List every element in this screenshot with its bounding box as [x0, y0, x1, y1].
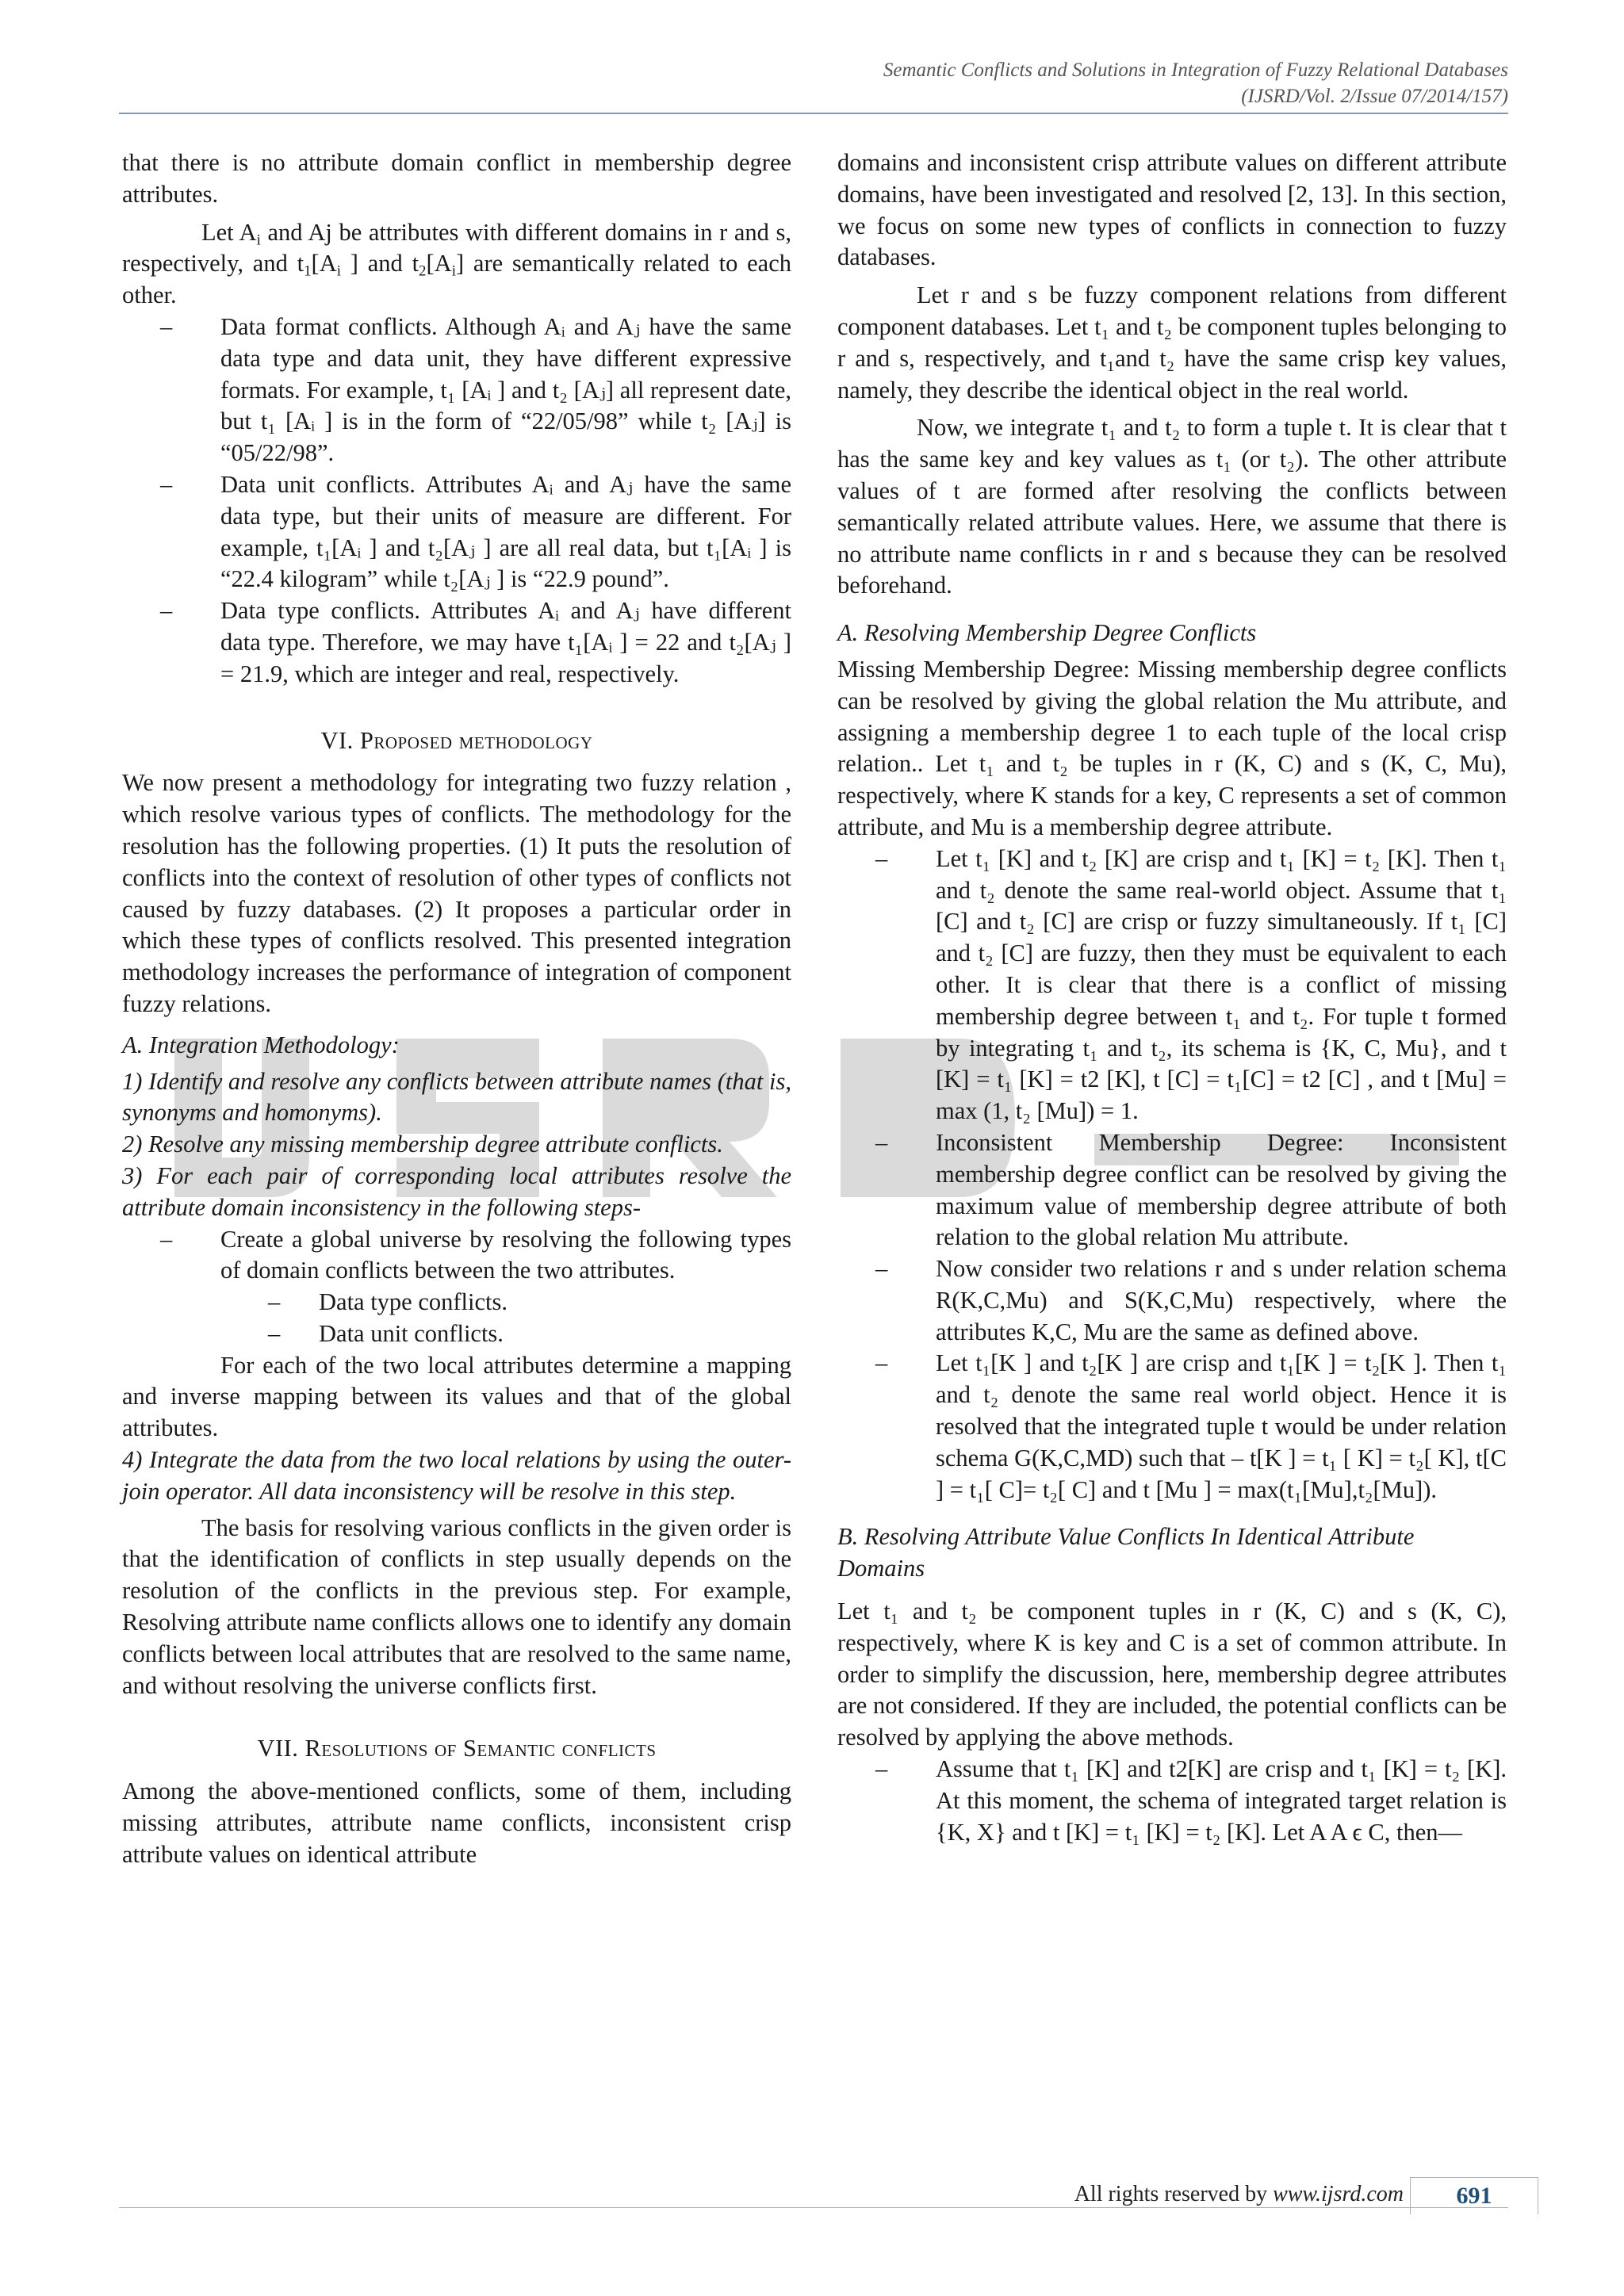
list-item: – Data type conflicts. [122, 1287, 791, 1318]
paragraph: We now present a methodology for integrating two fuzzy relation , which resolve various types of conflicts. The methodology for the resolution has the following properties. (1) It puts the resolution of conflicts into the context of resolution of other types of conflicts not caused by fuzzy databases. (2) It proposes a particular order in which these types of conflicts resolved. This presented integration methodology increases the performance of integration of component fuzzy relations. [122, 769, 791, 1017]
step-item: 1) Identify and resolve any conflicts between attribute names (that is, synonyms and homonyms). [122, 1067, 791, 1127]
list-item: – Let t₁[K ] and t₂[K ] are crisp and t₁[K ] = t₂[K ]. Then t₁ and t₂ denote the same real world object. Hence it is resolved that the integrated tuple t would be under relation schema G(K,C,MD) such that – t[K ] = t₁ [ K] = t₂[ K], t[C ] = t₁[ C]= t₂[ C] and t [Mu ] = max(t₁[Mu],t₂[Mu]). [875, 1349, 1507, 1503]
list-item: – Let t₁ [K] and t₂ [K] are crisp and t₁ [K] = t₂ [K]. Then t₁ and t₂ denote the same real-world object. Assume that t₁ [C] and t₂ [C] are crisp or fuzzy simultaneously. If t₁ [C] and t₂ [C] are fuzzy, then they must be equivalent to each other. It is clear that there is a conflict of missing membership degree between t₁ and t₂. For tuple t formed by integrating t₁ and t₂, its schema is {K, C, Mu}, and t [K] = t₁ [K] = t2 [K], t [C] = t₁[C] = t2 [C] , and t [Mu] = max (1, t₂ [Mu]) = 1. [875, 844, 1507, 1125]
dash-bullet-icon: – [160, 470, 173, 498]
paragraph: The basis for resolving various conflicts in the given order is that the identification of conflicts in step usually depends on the resolution of the conflicts in the previous step. For example, Resolving attribute name conflicts allows one to identify any domain conflicts between local attributes that are resolved to the same name, and without resolving the universe conflicts first. [122, 1513, 791, 1699]
footer-rule [119, 2207, 1508, 2208]
list-item: – Inconsistent Membership Degree: Inconsistent membership degree conflict can be resolved by giving the maximum value of membership degree attribute of both relation to the global relation Mu attribute. [875, 1128, 1507, 1251]
paragraph: Let t₁ and t₂ be component tuples in r (K, C) and s (K, C), respectively, where K is key and C is a set of common attribute. In order to simplify the discussion, here, membership degree attributes are not considered. If they are included, the potential conflicts can be resolved by applying the above methods. [837, 1598, 1507, 1751]
dash-bullet-icon: – [875, 1349, 888, 1377]
dash-bullet-icon: – [875, 1255, 888, 1283]
list-item: – Data format conflicts. Although Aᵢ and Aⱼ have the same data type and data unit, they have different expressive formats. For example, t₁ [Aᵢ ] and t₂ [Aⱼ] all represent date, but t₁ [Aᵢ ] is in the form of “22/05/98” while t₂ [Aⱼ] is “05/22/98”. [160, 312, 791, 467]
list-item: – Data unit conflicts. [122, 1318, 791, 1350]
step-item: 2) Resolve any missing membership degree attribute conflicts. [122, 1131, 723, 1158]
paragraph: Missing Membership Degree: Missing membership degree conflicts can be resolved by giving the global relation the Mu attribute, and assigning a membership degree 1 to each tuple of the local crisp relation.. Let t₁ and t₂ be tuples in r (K, C) and s (K, C, Mu), respectively, where K stands for a key, C represents a set of common attribute, and Mu is a membership degree attribute. [837, 655, 1507, 840]
step-item: 4) Integrate the data from the two local relations by using the outer-join operator. All data inconsistency will be resolve in this step. [122, 1446, 791, 1505]
dash-bullet-icon: – [268, 1288, 281, 1316]
header-rule [119, 113, 1508, 114]
paragraph: that there is no attribute domain conflict in membership degree attributes. [122, 149, 791, 208]
dash-bullet-icon: – [268, 1319, 281, 1347]
dash-bullet-icon: – [160, 597, 173, 625]
step-item: 3) For each pair of corresponding local attributes resolve the attribute domain inconsistency in the following steps- [122, 1161, 791, 1221]
paragraph: Let $A_i$ and Aj be attributes with different domains in r and s, respectively, and $t_1[A_i$ ] and $t_2[A_i]$ are semantically related to each other. [122, 218, 791, 309]
dash-bullet-icon: – [875, 1755, 888, 1783]
page-number: 691 [1410, 2177, 1538, 2214]
paragraph: Let r and s be fuzzy component relations from different component databases. Let t₁ and t₂ be component tuples belonging to r and s, respectively, and t₁and t₂ have the same crisp key values, namely, they describe the identical object in the real world. [837, 281, 1507, 404]
running-header [883, 57, 1508, 109]
paragraph: Now, we integrate t₁ and t₂ to form a tuple t. It is clear that t has the same key and key values as t₁ (or t₂). The other attribute values of t are formed after resolving the conflicts between semantically related attribute values. Here, we assume that there is no attribute name conflicts in r and s because they can be resolved beforehand. [837, 414, 1507, 599]
list-item: – Data type conflicts. Attributes Aᵢ and Aⱼ have different data type. Therefore, we may have t₁[Aᵢ ] = 22 and t₂[Aⱼ ] = 21.9, which are integer and real, respectively. [160, 597, 791, 687]
dash-bullet-icon: – [160, 312, 173, 340]
paragraph: For each of the two local attributes determine a mapping and inverse mapping between its values and that of the global attributes. [122, 1351, 791, 1442]
paragraph: Among the above-mentioned conflicts, some of them, including missing attributes, attribute name conflicts, inconsistent crisp attribute values on identical attribute [122, 1777, 791, 1868]
subsection-heading: B. Resolving Attribute Value Conflicts In Identical Attribute Domains [837, 1523, 1415, 1582]
section-heading: VII. Resolutions of Semantic conflicts [257, 1735, 657, 1762]
subsection-heading: A. Integration Methodology: [122, 1031, 400, 1058]
dash-bullet-icon: – [875, 1128, 888, 1156]
footer-copyright: All rights reserved by www.ijsrd.com [1074, 2182, 1404, 2206]
header-title: Semantic Conflicts and Solutions in Integration of Fuzzy Relational Databases [883, 59, 1508, 81]
paragraph: domains and inconsistent crisp attribute values on different attribute domains, have been investigated and resolved [2, 13]. In this section, we focus on some new types of conflicts in connection to fuzzy databases. [837, 149, 1507, 271]
footer-url-link[interactable]: www.ijsrd.com [1273, 2182, 1404, 2206]
list-item: – Data unit conflicts. Attributes Aᵢ and Aⱼ have the same data type, but their units of measure are different. For example, t₁[Aᵢ ] and t₂[Aⱼ ] are all real data, but t₁[Aᵢ ] is “22.4 kilogram” while t₂[Aⱼ ] is “22.9 pound”. [160, 470, 791, 593]
list-item: – Now consider two relations r and s under relation schema R(K,C,Mu) and S(K,C,Mu) respectively, where the attributes K,C, Mu are the same as defined above. [875, 1255, 1507, 1345]
list-item: – Create a global universe by resolving the following types of domain conflicts between the two attributes. [160, 1225, 791, 1284]
right-column [837, 147, 1507, 1848]
dash-bullet-icon: – [160, 1225, 173, 1253]
header-citation: (IJSRD/Vol. 2/Issue 07/2014/157) [1241, 86, 1508, 107]
left-column [122, 147, 791, 1871]
list-item: – Assume that t₁ [K] and t2[K] are crisp and t₁ [K] = t₂ [K]. At this moment, the schema of integrated target relation is {K, X} and t [K] = t₁ [K] = t₂ [K]. Let A A ϵ C, then— [875, 1755, 1507, 1846]
section-heading: VI. Proposed methodology [320, 726, 593, 754]
dash-bullet-icon: – [875, 844, 888, 872]
subsection-heading: A. Resolving Membership Degree Conflicts [837, 619, 1257, 647]
